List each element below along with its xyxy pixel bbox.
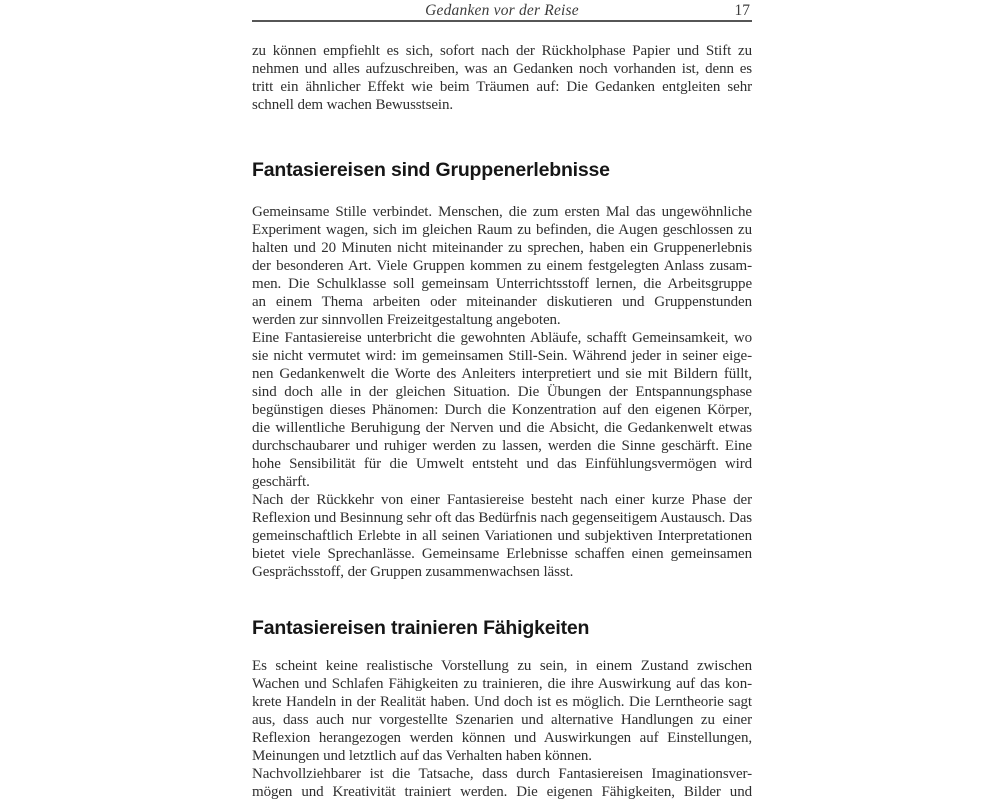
text-line: zu können empfiehlt es sich, sofort nach der Rückholphase Papier und Stift zu xyxy=(252,43,752,59)
text-line: aus, dass auch nur vorgestellte Szenarien und alternative Handlungen zu einer xyxy=(252,712,752,728)
text-line: Eine Fantasiereise unterbricht die gewohnten Abläufe, schafft Gemeinsamkeit, wo xyxy=(252,330,752,346)
text-line: Meinungen und letztlich auf das Verhalten haben können. xyxy=(252,748,592,764)
running-header-title: Gedanken vor der Reise xyxy=(425,2,579,19)
text-line: Reflexion und Besinnung sehr oft das Bedürfnis nach gegenseitigem Austausch. Das xyxy=(252,510,752,526)
paragraph xyxy=(252,329,752,491)
running-header xyxy=(252,1,752,22)
text-line: nehmen und alles aufzuschreiben, was an Gedanken noch vorhanden ist, denn es xyxy=(252,61,752,77)
text-line: krete Handeln in der Realität haben. Und doch ist es möglich. Die Lerntheorie sagt xyxy=(252,694,752,710)
text-line: bietet viele Sprechanlässe. Gemeinsame Erlebnisse schaffen einen gemeinsamen xyxy=(252,546,752,562)
text-line: Wachen und Schlafen Fähigkeiten zu trainieren, die ihre Auswirkung auf das kon- xyxy=(252,676,752,692)
paragraph xyxy=(252,203,752,329)
text-line: tritt ein ähnlicher Effekt wie beim Träumen auf: Die Gedanken entgleiten sehr xyxy=(252,79,752,95)
text-line: mögen und Kreativität trainiert werden. Die eigenen Fähigkeiten, Bilder und xyxy=(252,784,752,800)
section-heading-faehigkeiten: Fantasiereisen trainieren Fähigkeiten xyxy=(252,617,590,639)
text-line: Es scheint keine realistische Vorstellung zu sein, in einem Zustand zwischen xyxy=(252,658,752,674)
text-line: geschärft. xyxy=(252,474,310,490)
page-number: 17 xyxy=(734,2,750,19)
text-line: die willentliche Beruhigung der Nerven und die Absicht, die Gedankenwelt etwas xyxy=(252,420,752,436)
text-line: Gemeinsame Stille verbindet. Menschen, die zum ersten Mal das ungewöhnliche xyxy=(252,204,752,220)
text-line: men. Die Schulklasse soll gemeinsam Unterrichtsstoff lernen, die Arbeitsgruppe xyxy=(252,276,752,292)
text-line: an einem Thema arbeiten oder miteinander diskutieren und Gruppenstunden xyxy=(252,294,752,310)
text-line: Nachvollziehbarer ist die Tatsache, dass durch Fantasiereisen Imaginationsver- xyxy=(252,766,752,782)
section-body-gruppenerlebnisse xyxy=(252,203,752,581)
text-line: sind doch alle in der gleichen Situation. Die Übungen der Entspannungsphase xyxy=(252,384,752,400)
text-line: nen Gedankenwelt die Worte des Anleiters interpretiert und sie mit Bildern füllt, xyxy=(252,366,752,382)
text-line: begünstigen dieses Phänomen: Durch die Konzentration auf den eigenen Körper, xyxy=(252,402,752,418)
paragraph xyxy=(252,42,752,114)
intro-paragraph-block xyxy=(252,42,752,114)
text-line: halten und 20 Minuten nicht miteinander zu sprechen, haben ein Gruppenerlebnis xyxy=(252,240,752,256)
text-line: gemeinschaftlich Erlebte in all seinen Variationen und subjektiven Interpretationen xyxy=(252,528,752,544)
text-line: schnell dem wachen Bewusstsein. xyxy=(252,97,454,113)
paragraph xyxy=(252,491,752,581)
text-line: Gesprächsstoff, der Gruppen zusammenwachsen lässt. xyxy=(252,564,574,580)
text-line: hohe Sensibilität für die Umwelt entsteht und das Einfühlungsvermögen wird xyxy=(252,456,752,472)
text-line: durchschaubarer und ruhiger werden zu lassen, werden die Sinne geschärft. Eine xyxy=(252,438,752,454)
text-line: werden zur sinnvollen Freizeitgestaltung angeboten. xyxy=(252,312,561,328)
section-heading-gruppenerlebnisse: Fantasiereisen sind Gruppenerlebnisse xyxy=(252,159,610,181)
section-body-faehigkeiten xyxy=(252,657,752,800)
text-line: Experiment wagen, sich im gleichen Raum zu befinden, die Augen geschlossen zu xyxy=(252,222,752,238)
text-line: sie nicht vermutet wird: im gemeinsamen Still-Sein. Während jeder in seiner eige- xyxy=(252,348,752,364)
paragraph xyxy=(252,657,752,765)
text-line: Reflexion herangezogen werden können und Auswirkungen auf Einstellungen, xyxy=(252,730,752,746)
text-line: Nach der Rückkehr von einer Fantasiereise besteht nach einer kurze Phase der xyxy=(252,492,752,508)
paragraph xyxy=(252,765,752,800)
text-line: der besonderen Art. Viele Gruppen kommen zu einem festgelegten Anlass zusam- xyxy=(252,258,752,274)
